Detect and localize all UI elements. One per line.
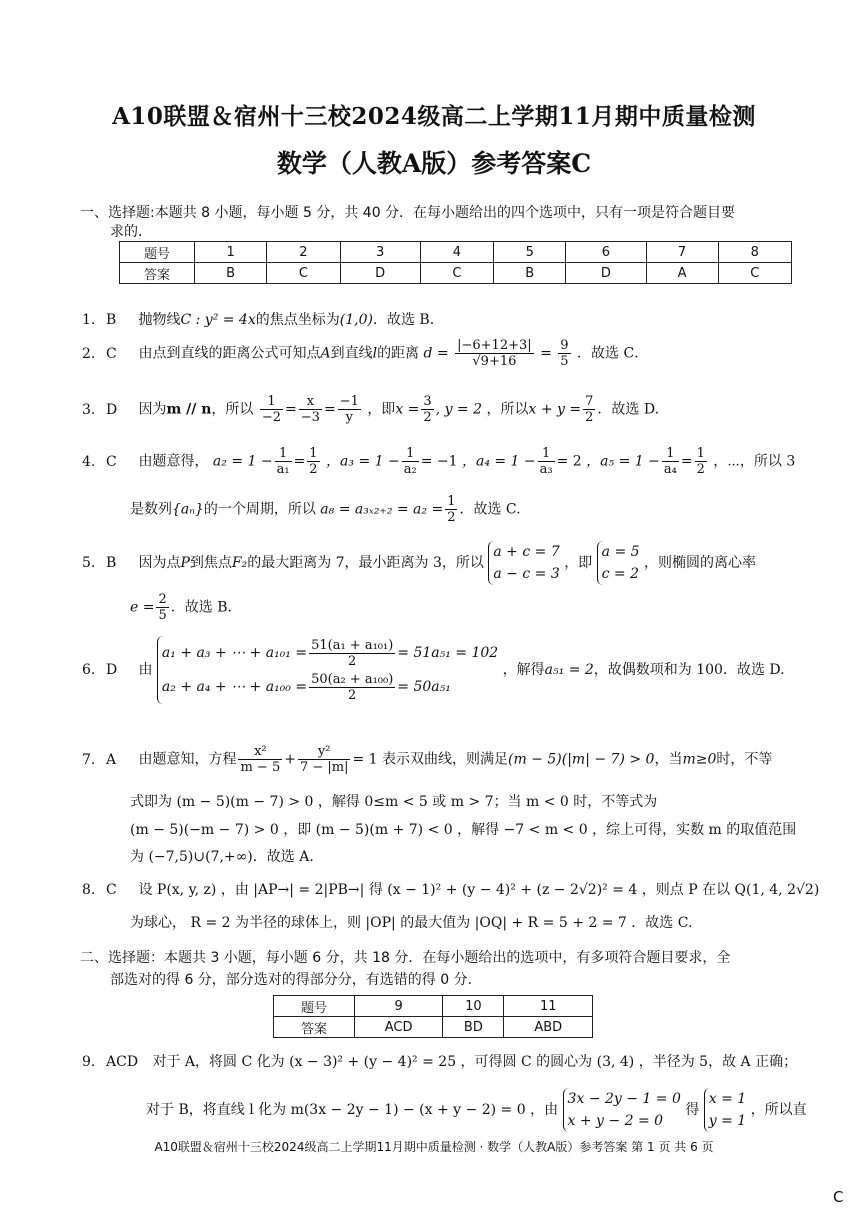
- table-cell: 8: [718, 242, 791, 263]
- section1-heading-cont: 求的．: [110, 224, 152, 240]
- fraction: [299, 394, 322, 425]
- equation: x = 1: [708, 1091, 747, 1107]
- text: ，所以: [486, 401, 529, 418]
- table-row: [274, 1017, 593, 1038]
- question-9-line-2: [146, 1088, 807, 1132]
- equation: a = 5: [601, 544, 640, 560]
- math: e =: [130, 599, 155, 616]
- text: 由点到直线的距离公式可知点: [138, 345, 321, 362]
- equation-system: [157, 636, 498, 704]
- text: ，故偶数项和为 100．故选 D.: [593, 662, 785, 678]
- text: ，所以: [211, 401, 254, 418]
- answer-table-1: [119, 241, 792, 284]
- answer-key: B: [106, 312, 117, 328]
- numerator: 2: [158, 592, 167, 607]
- corner-mark: C: [833, 1188, 844, 1206]
- equation: c = 2: [601, 566, 640, 582]
- answer-table-2: [273, 995, 593, 1038]
- table-cell: 7: [646, 242, 718, 263]
- math: P: [180, 555, 190, 571]
- table-cell: 5: [494, 242, 566, 263]
- table-cell: B: [195, 263, 267, 284]
- fraction: [260, 394, 283, 425]
- text: ，所以直: [750, 1102, 807, 1118]
- denominator: m − 5: [240, 760, 281, 775]
- math: (1,0): [339, 312, 373, 328]
- math: a₂ + a₄ + ⋯ + a₁₀₀ =: [161, 679, 308, 695]
- table-cell: 10: [443, 996, 504, 1017]
- question-5-line-2: [130, 592, 232, 623]
- text: ．故选 C.: [459, 501, 521, 518]
- numerator: 1: [260, 394, 283, 410]
- math: ，a₃ = 1 −: [326, 453, 400, 470]
- fraction: [455, 338, 534, 369]
- math: C : y² = 4x: [180, 312, 256, 328]
- fraction: [558, 338, 570, 369]
- text: 时，不等: [716, 751, 773, 768]
- section1-heading: 一、选择题:本题共 8 小题，每小题 5 分，共 40 分．在每小题给出的四个选项中，只有一项是符合题目要: [80, 205, 736, 221]
- denominator: 7 − |m|: [299, 760, 349, 775]
- document-subtitle: 数学（人教A版）参考答案C: [276, 149, 592, 178]
- text: 对于 B，将直线 l 化为 m(3x − 2y − 1) − (x + y − 2) = 0 ，由: [146, 1102, 559, 1118]
- text: ．故选 B.: [372, 312, 435, 328]
- equation-system: [563, 1088, 681, 1132]
- denominator: 2: [447, 510, 456, 525]
- text: ．故选 C．: [577, 345, 649, 362]
- text: ，即: [564, 555, 593, 571]
- table-header-cell: 题号: [120, 242, 195, 263]
- table-cell: ABD: [504, 1017, 593, 1038]
- fraction: [402, 446, 419, 477]
- math: F₂: [231, 555, 248, 571]
- question-7-line-4: 为 (−7,5)∪(7,+∞)．故选 A.: [130, 849, 314, 865]
- math: a₁ + a₃ + ⋯ + a₁₀₁ =: [161, 645, 308, 661]
- denominator: 5: [560, 354, 569, 369]
- fraction: [307, 446, 319, 477]
- math: m // n: [166, 401, 212, 418]
- math: , y = 2: [435, 401, 483, 418]
- numerator: 7: [585, 394, 594, 409]
- text: =: [323, 401, 336, 418]
- numerator: 1: [662, 446, 679, 462]
- question-number: 3.: [82, 401, 96, 418]
- denominator: a₄: [663, 462, 677, 477]
- equation: [162, 636, 498, 670]
- text: ．故选 B.: [170, 599, 232, 616]
- answer-key: D: [106, 662, 118, 678]
- text: 的最大距离为 7，最小距离为 3，所以: [247, 555, 484, 571]
- text: ，即: [367, 401, 396, 418]
- numerator: 9: [560, 338, 569, 353]
- question-7-line-3: (m − 5)(−m − 7) > 0 ，即 (m − 5)(m + 7) < 0 ，解得 −7 < m < 0 ，综上可得，实数 m 的取值范围: [130, 822, 797, 838]
- fraction: [538, 446, 555, 477]
- question-number: 7.: [82, 751, 96, 768]
- text: 抛物线: [138, 312, 181, 328]
- text: =: [680, 453, 693, 470]
- denominator: 2: [309, 462, 318, 477]
- denominator: 2: [585, 410, 594, 425]
- math: x =: [395, 401, 420, 418]
- question-8: [82, 880, 819, 900]
- answer-key: B: [106, 555, 117, 571]
- table-cell: A: [646, 263, 718, 284]
- text: 设 P(x, y, z) ，由 |AP→| = 2|PB→| 得 (x − 1)² + (y − 4)² + (z − 2√2)² = 4 ，则点 P 在以 Q(1, 4, 2√2): [138, 882, 820, 898]
- table-cell: BD: [443, 1017, 504, 1038]
- text: +: [284, 751, 296, 768]
- fraction: [421, 394, 433, 425]
- question-number: 8.: [82, 882, 96, 898]
- fraction: [445, 494, 457, 525]
- question-7-line-2: 式即为 (m − 5)(m − 7) > 0 ，解得 0≤m < 5 或 m > 7；当 m < 0 时，不等式为: [130, 794, 658, 810]
- question-4-line-2: [130, 494, 521, 525]
- table-cell: D: [340, 263, 420, 284]
- table-header-cell: 答案: [274, 1017, 355, 1038]
- text: = 2: [556, 453, 582, 470]
- question-6: [82, 636, 785, 704]
- math: (m − 5)(|m| − 7) > 0: [508, 751, 655, 768]
- fraction: [298, 744, 351, 775]
- text: 得: [685, 1102, 700, 1118]
- text: 到焦点: [189, 555, 232, 571]
- denominator: 2: [348, 653, 357, 669]
- fraction: [238, 744, 282, 775]
- question-3: [82, 394, 659, 425]
- text: 是数列: [130, 501, 172, 518]
- denominator: −3: [300, 410, 320, 425]
- numerator: 1: [402, 446, 419, 462]
- question-number: 1.: [82, 312, 96, 328]
- table-header-cell: 题号: [274, 996, 355, 1017]
- fraction: [695, 446, 707, 477]
- text: 的焦点坐标为: [255, 312, 340, 328]
- answer-key: D: [106, 401, 118, 418]
- table-cell: 2: [267, 242, 340, 263]
- math: A: [320, 345, 331, 362]
- equation-system: [704, 1088, 746, 1132]
- equation: [162, 670, 498, 704]
- math: x + y =: [528, 401, 582, 418]
- document-title: A10联盟＆宿州十三校2024级高二上学期11月期中质量检测: [112, 103, 756, 130]
- denominator: −2: [261, 410, 282, 425]
- table-cell: B: [494, 263, 566, 284]
- text: 到直线: [330, 345, 373, 362]
- text: 由: [138, 662, 153, 678]
- text: 的一个周期，所以: [203, 501, 316, 518]
- text: 因为点: [138, 555, 181, 571]
- table-cell: C: [718, 263, 791, 284]
- math: = 51a₅₁ = 102: [397, 645, 499, 661]
- denominator: a₂: [403, 462, 417, 477]
- numerator: x: [299, 394, 322, 410]
- text: ．故选 D.: [597, 401, 660, 418]
- text: 由题意得，: [138, 453, 209, 470]
- table-cell: ACD: [355, 1017, 443, 1038]
- numerator: 51(a₁ + a₁₀₁): [311, 637, 394, 653]
- text: ，⋯，所以 3: [713, 453, 796, 470]
- equation: 3x − 2y − 1 = 0: [567, 1091, 681, 1107]
- equation: a + c = 7: [493, 544, 560, 560]
- text: = −1: [420, 453, 458, 470]
- numerator: 1: [538, 446, 555, 462]
- fraction: [662, 446, 679, 477]
- question-1: [82, 310, 434, 330]
- equation-system: [488, 541, 559, 585]
- answer-key: C: [106, 345, 117, 362]
- question-number: 4.: [82, 453, 96, 470]
- section2-heading-cont: 部选对的得 6 分，部分选对的得部分分，有选错的得 0 分．: [110, 972, 482, 988]
- fraction: [309, 638, 395, 669]
- equation: x + y − 2 = 0: [567, 1113, 664, 1129]
- table-cell: 6: [566, 242, 646, 263]
- denominator: 2: [696, 462, 705, 477]
- math: m≥0: [682, 751, 717, 768]
- text: ，则椭圆的离心率: [643, 555, 756, 571]
- question-number: 9.: [82, 1054, 96, 1070]
- question-number: 2.: [82, 345, 96, 362]
- numerator: −1: [339, 394, 359, 409]
- table-cell: 9: [355, 996, 443, 1017]
- math: ，a₅ = 1 −: [586, 453, 660, 470]
- fraction: [583, 394, 595, 425]
- numerator: 50(a₂ + a₁₀₀): [311, 671, 394, 687]
- table-header-cell: 答案: [120, 263, 195, 284]
- question-2: [82, 338, 648, 369]
- numerator: x²: [238, 744, 282, 760]
- text: 由题意知，方程: [138, 751, 237, 768]
- table-row: [120, 263, 792, 284]
- math: = 50a₅₁: [397, 679, 451, 695]
- numerator: |−6+12+3|: [457, 338, 532, 353]
- denominator: 2: [423, 410, 432, 425]
- table-cell: C: [420, 263, 493, 284]
- table-cell: D: [566, 263, 646, 284]
- math: a₂ = 1 −: [212, 453, 273, 470]
- text: ，当: [654, 751, 683, 768]
- page-footer: A10联盟＆宿州十三校2024级高二上学期11月期中质量检测 · 数学（人教A版）参考答案 第 1 页 共 6 页: [154, 1140, 714, 1154]
- text: 因为: [138, 401, 167, 418]
- fraction: [275, 446, 292, 477]
- denominator: 5: [158, 608, 167, 623]
- text: =: [540, 345, 552, 362]
- fraction: [309, 672, 395, 703]
- numerator: 3: [423, 394, 432, 409]
- math: {aₙ}: [172, 501, 204, 518]
- text: 的距离: [377, 345, 420, 362]
- numerator: 1: [447, 494, 456, 509]
- denominator: a₃: [539, 462, 553, 477]
- question-8-line-2: 为球心， R = 2 为半径的球体上，则 |OP| 的最大值为 |OQ| + R = 5 + 2 = 7 ．故选 C.: [130, 915, 693, 931]
- equation-system: [597, 541, 640, 585]
- text: ，解得: [502, 662, 545, 678]
- numerator: 1: [275, 446, 292, 462]
- answer-key: ACD: [106, 1054, 139, 1070]
- section2-heading: 二、选择题：本题共 3 小题，每小题 6 分，共 18 分．在每小题给出的选项中，有多项符合题目要求，全: [80, 950, 731, 966]
- math: a₅₁ = 2: [544, 662, 594, 678]
- question-7: [82, 744, 772, 775]
- answer-key: A: [106, 751, 117, 768]
- table-cell: 1: [195, 242, 267, 263]
- table-cell: C: [267, 263, 340, 284]
- answer-key: C: [106, 453, 117, 470]
- answer-key: C: [106, 882, 117, 898]
- text: = 1 表示双曲线，则满足: [352, 751, 509, 768]
- math: a₈ = a₃ₓ₂₊₂ = a₂ =: [320, 501, 444, 518]
- math: d =: [423, 345, 449, 362]
- math: ，a₄ = 1 −: [461, 453, 536, 470]
- question-number: 6.: [82, 662, 96, 678]
- denominator: √9+16: [472, 354, 517, 369]
- table-row: [274, 996, 593, 1017]
- denominator: a₁: [276, 462, 290, 477]
- question-4: [82, 446, 795, 477]
- table-row: [120, 242, 792, 263]
- equation: a − c = 3: [493, 566, 560, 582]
- question-5: [82, 541, 756, 585]
- table-cell: 4: [420, 242, 493, 263]
- question-9: [82, 1052, 797, 1072]
- denominator: 2: [348, 687, 357, 703]
- equation: y = 1: [708, 1113, 747, 1129]
- table-cell: 11: [504, 996, 593, 1017]
- denominator: y: [345, 410, 353, 425]
- fraction: [338, 394, 361, 425]
- text: =: [293, 453, 306, 470]
- text: =: [285, 401, 297, 418]
- text: 对于 A，将圆 C 化为 (x − 3)² + (y − 4)² = 25 ，可得圆 C 的圆心为 (3, 4) ，半径为 5，故 A 正确；: [152, 1054, 798, 1070]
- numerator: 1: [696, 446, 705, 461]
- math: l: [372, 345, 378, 362]
- table-cell: 3: [340, 242, 420, 263]
- fraction: [156, 592, 168, 623]
- numerator: y²: [298, 744, 351, 760]
- numerator: 1: [309, 446, 318, 461]
- question-number: 5.: [82, 555, 96, 571]
